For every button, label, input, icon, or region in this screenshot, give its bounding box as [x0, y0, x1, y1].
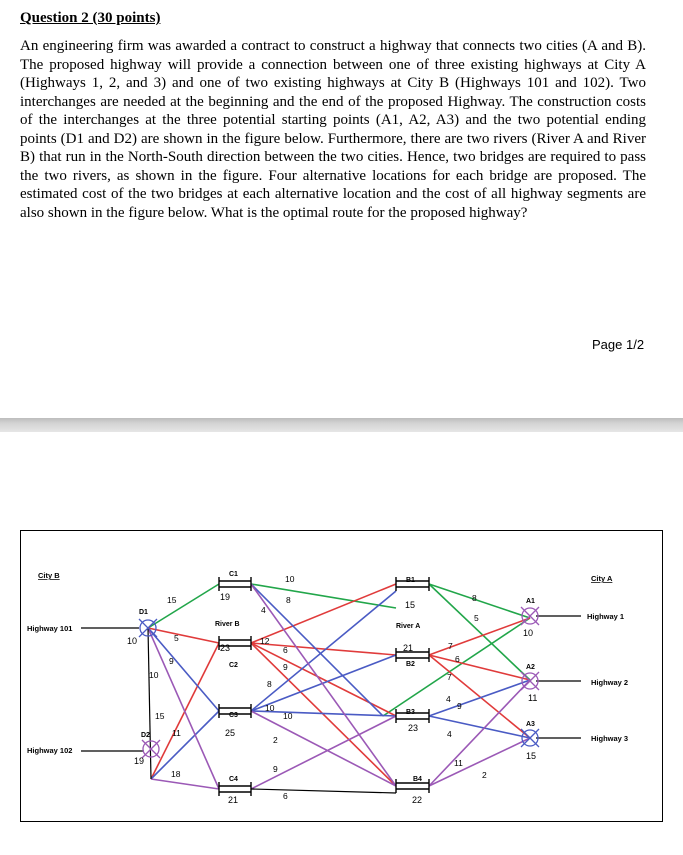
seg-b4-a2: 11	[454, 758, 463, 768]
seg-b4-a3: 2	[482, 770, 487, 780]
link-b3-a3	[429, 716, 530, 738]
river-a-label: River A	[396, 623, 421, 630]
node-b1-label: B1	[406, 577, 415, 584]
cost-c2: 23	[220, 643, 231, 653]
link-c3-b1	[251, 591, 396, 711]
seg-b1-a1: 8	[472, 593, 477, 603]
page-1	[0, 0, 683, 418]
seg-b2-a2: 6	[455, 654, 460, 664]
seg-c2-b4: 8	[267, 679, 272, 689]
seg-c1-b1: 10	[285, 574, 295, 584]
link-d1-c1	[148, 584, 219, 628]
highway-101-label: Highway 101	[27, 624, 73, 633]
link-c4-b4	[251, 789, 396, 793]
seg-b2-a1: 7	[448, 641, 453, 651]
link-b2-a1	[429, 618, 530, 655]
cost-b2: 21	[403, 643, 414, 653]
highway-3-label: Highway 3	[591, 734, 629, 743]
node-c4-label: C4	[229, 776, 238, 783]
link-c4-b3	[251, 716, 396, 789]
page-number: Page 1/2	[592, 337, 645, 352]
seg-c3-b4: 9	[273, 764, 278, 774]
seg-b3-a3: 4	[447, 729, 452, 739]
page-separator	[0, 418, 683, 432]
cost-b4: 22	[412, 795, 423, 805]
link-b3-a2	[429, 680, 530, 716]
seg-c4-b: 6	[283, 791, 288, 801]
cost-c4: 21	[228, 795, 239, 805]
question-title: Question 2 (30 points)	[20, 10, 161, 26]
seg-c2-b3: 9	[283, 662, 288, 672]
cost-c3: 25	[225, 728, 236, 738]
cost-a1-interchange: 10	[523, 628, 534, 638]
seg-c3-b2: 10	[283, 711, 293, 721]
cost-b1: 15	[405, 600, 416, 610]
link-c1-b3	[251, 584, 383, 716]
bridge-c4	[219, 782, 251, 796]
highway-1-label: Highway 1	[587, 612, 625, 621]
cost-a3-interchange: 15	[526, 751, 537, 761]
seg-c2-b1: 12	[260, 636, 270, 646]
node-b4-label: B4	[413, 776, 422, 783]
blue-links	[148, 584, 530, 779]
link-b4-a3	[429, 738, 530, 786]
seg-d1-c1: 15	[167, 595, 177, 605]
seg-c3-b1: 10	[265, 703, 275, 713]
node-c1-label: C1	[229, 571, 238, 578]
cost-a2-interchange: 11	[528, 693, 538, 703]
node-c2-label: C2	[229, 662, 238, 669]
seg-d2-c4: 18	[171, 769, 181, 779]
cost-b3: 23	[408, 723, 419, 733]
node-b2-label: B2	[406, 661, 415, 668]
link-d2-c3	[151, 711, 219, 779]
node-a1-label: A1	[526, 598, 535, 605]
seg-b3-a1: 4	[446, 694, 451, 704]
question-body: An engineering firm was awarded a contract to construct a highway that connects two cities (A and B). The proposed highway will provide a connection between one of three existing highways at City A (Highways 1, 2, and 3) and one of two existing highways at City B (Highways 101 and 102). Two interchanges are needed at the beginning and the end of the proposed Highway. The construction costs of the interchanges at the three potential starting points (A1, A2, A3) and the two potential ending points (D1 and D2) are shown in the figure below. Furthermore, there are two rivers (River A and River B) that run in the North-South direction between the two cities. Hence, two bridges are required to pass the two rivers, as shown in the figure. Four alternative locations for each bridge are proposed. The estimated cost of the two bridges at each alternative location and the cost of all highway segments are also shown in the figure below. What is the optimal route for the proposed highway?	[20, 38, 646, 221]
bridges-c	[219, 577, 251, 796]
link-b1-a2	[429, 584, 530, 680]
seg-d1-c3: 9	[169, 656, 174, 666]
node-a2-label: A2	[526, 664, 535, 671]
seg-d1-d2: 10	[149, 670, 159, 680]
cost-d1-interchange: 10	[127, 636, 138, 646]
link-b1-a1	[429, 584, 530, 618]
seg-c1-b3: 4	[261, 605, 266, 615]
bridge-c1	[219, 577, 251, 591]
river-b-label: River B	[215, 621, 240, 628]
seg-d2-c2: 15	[155, 711, 165, 721]
cost-d2-interchange: 19	[134, 756, 145, 766]
highway-102-label: Highway 102	[27, 746, 73, 755]
seg-d1-c2: 5	[174, 633, 179, 643]
header-labels	[27, 571, 628, 755]
node-d1-label: D1	[139, 609, 148, 616]
node-a3-label: A3	[526, 721, 535, 728]
seg-c3-b3: 2	[273, 735, 278, 745]
network-diagram	[20, 530, 663, 822]
city-a-label: City A	[591, 574, 613, 583]
node-c3-label: C3	[229, 712, 238, 719]
seg-b2-a3: 7	[447, 672, 452, 682]
link-d2-c4	[151, 779, 219, 789]
node-b3-label: B3	[406, 709, 415, 716]
city-b-label: City B	[38, 571, 60, 580]
seg-d2-c3: 11	[172, 728, 181, 738]
link-c3-b4	[251, 711, 396, 786]
highway-2-label: Highway 2	[591, 678, 629, 687]
seg-c1-b2: 8	[286, 595, 291, 605]
seg-b1-a2: 5	[474, 613, 479, 623]
seg-b3-a2: 9	[457, 701, 462, 711]
seg-c2-b2: 6	[283, 645, 288, 655]
link-c1-b1	[251, 584, 396, 608]
cost-c1: 19	[220, 592, 231, 602]
node-d2-label: D2	[141, 732, 150, 739]
network-svg	[21, 531, 664, 823]
